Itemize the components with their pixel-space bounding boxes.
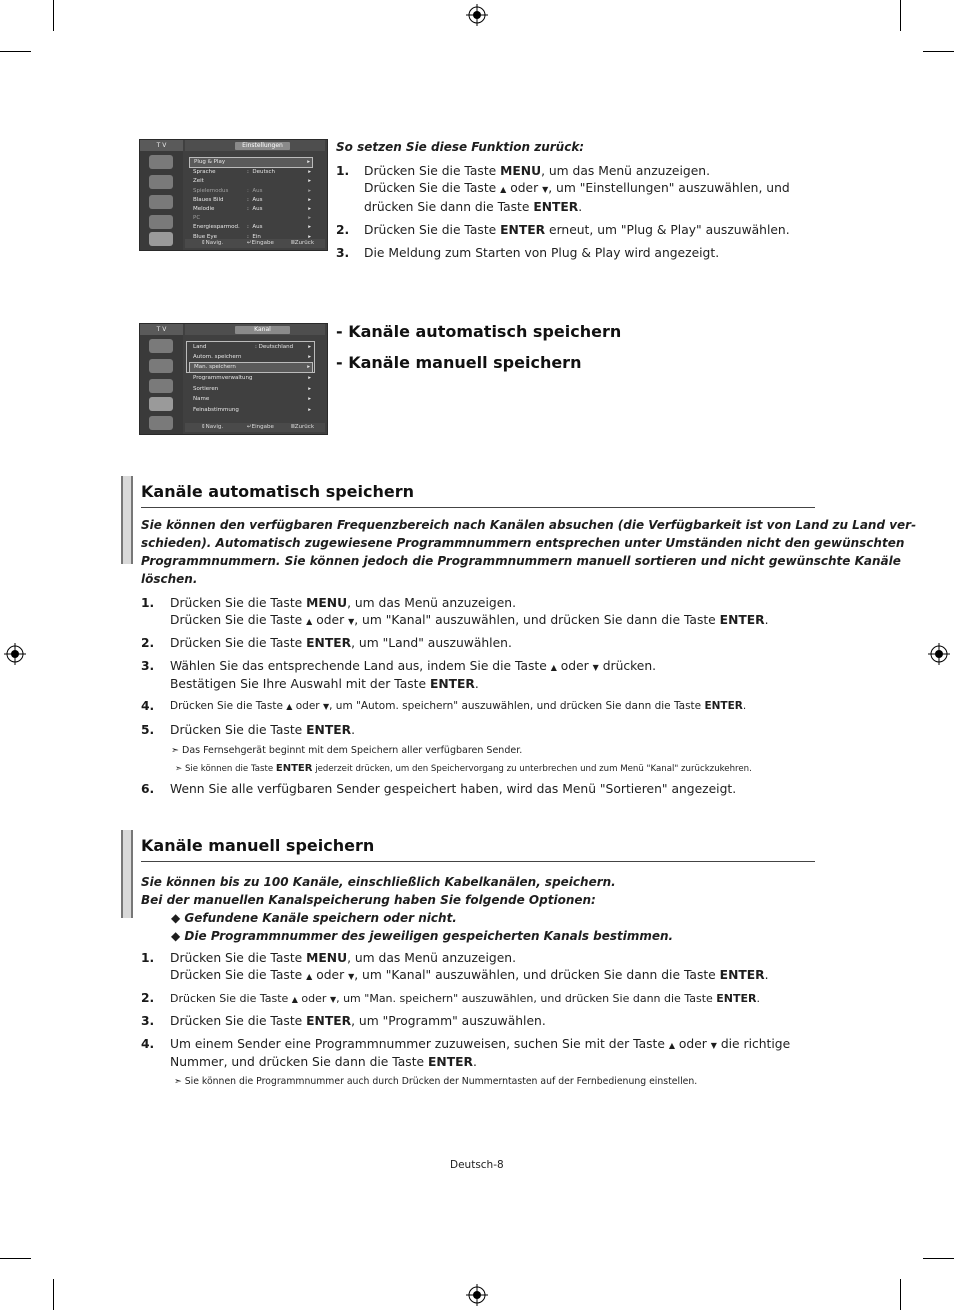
menu-title: Einstellungen — [235, 142, 290, 150]
arrow-right-icon: ▸ — [308, 196, 311, 203]
reset-step-1: Drücken Sie die Taste MENU, um das Menü anzuzeigen. Drücken Sie die Taste ▲ oder ▼, um "Einstellungen" auszuwählen, und drücken Sie dann die Taste ENTER. — [364, 164, 790, 214]
arrow-right-icon: ▸ — [308, 205, 311, 212]
step-number: 4. — [141, 1037, 155, 1051]
setup-icon — [149, 416, 173, 430]
manual-step-4: Um einem Sender eine Programmnummer zuzuweisen, suchen Sie mit der Taste ▲ oder ▼ die richtige Nummer, und drücken Sie dann die Taste ENTER. — [170, 1037, 791, 1070]
heading-auto-store: - Kanäle automatisch speichern — [336, 322, 622, 341]
step-number: 2. — [141, 636, 155, 650]
tv-label: T V — [140, 324, 183, 335]
step-number: 6. — [141, 782, 155, 796]
diamond-bullet-icon: ◆ — [171, 929, 181, 943]
arrow-right-icon: ▸ — [308, 187, 311, 194]
menu-row-label: Man. speichern — [194, 364, 236, 370]
nav-hint: ⇕ Navig. — [201, 424, 224, 430]
menu-row-label: Spielemodus — [193, 187, 229, 194]
tv-label: T V — [140, 140, 183, 151]
crop-mark — [900, 1279, 901, 1310]
arrow-right-icon: ▸ — [308, 406, 311, 413]
menu-row — [189, 352, 313, 362]
note-arrow-icon: ➣ — [174, 1076, 182, 1087]
menu-row — [189, 223, 313, 232]
menu-row-value: : Aus — [247, 205, 263, 212]
up-arrow-icon: ▲ — [550, 663, 557, 672]
auto-step-5: Drücken Sie die Taste ENTER. — [170, 723, 356, 737]
step-number: 3. — [336, 246, 350, 260]
menu-row — [189, 196, 313, 205]
down-arrow-icon: ▼ — [542, 185, 549, 195]
auto-note-2: ➣ Sie können die Taste ENTER jederzeit drücken, um den Speichervorgang zu unterbrechen und zum Menü "Kanal" zurückzukehren. — [175, 763, 752, 774]
down-arrow-icon: ▼ — [710, 1041, 717, 1050]
registration-mark-icon — [4, 643, 26, 665]
up-arrow-icon: ▲ — [306, 617, 313, 627]
note-arrow-icon: ➣ — [175, 764, 183, 774]
section-title-manual: Kanäle manuell speichern — [141, 836, 375, 855]
manual-intro: Sie können bis zu 100 Kanäle, einschließlich Kabelkanälen, speichern. Bei der manuellen Kanalspeicherung haben Sie folgende Optionen: ◆ Gefundene Kanäle speichern oder nicht. ◆ Die Programmnummer des jeweiligen gespeicherten Kanals bestimmen. — [141, 875, 674, 943]
menu-row — [189, 205, 313, 214]
arrow-right-icon: ▸ — [308, 178, 311, 185]
settings-menu-screenshot — [139, 139, 328, 251]
menu-row-label: Plug & Play — [194, 159, 226, 165]
menu-row-label: Blaues Bild — [193, 196, 224, 203]
enter-hint: ↵ Eingabe — [247, 424, 274, 430]
heading-manual-store: - Kanäle manuell speichern — [336, 353, 582, 372]
section-title-auto: Kanäle automatisch speichern — [141, 482, 415, 501]
menu-row — [189, 405, 313, 416]
menu-row-label: Land — [193, 344, 207, 350]
satellite-icon — [149, 397, 173, 411]
menu-row-value: : Aus — [247, 187, 263, 194]
step-number: 1. — [141, 951, 155, 965]
menu-row-label: Autom. speichern — [193, 354, 242, 360]
menu-row-value: : Ein — [247, 233, 261, 240]
menu-row-label: Zeit — [193, 178, 204, 185]
menu-row — [189, 177, 313, 186]
menu-row — [189, 214, 313, 223]
step-number: 3. — [141, 1014, 155, 1028]
menu-row — [189, 394, 313, 405]
auto-intro: Sie können den verfügbaren Frequenzbereich nach Kanälen absuchen (die Verfügbarkeit ist von Land zu Land ver- schieden). Automatisch zugewiesene Programmnummern entsprechen unter Umständen nicht den gewünschten Programmnummern. Sie können jedoch die Programmnummern manuell sortieren und nicht gewünschte Kanäle löschen. — [141, 518, 917, 586]
menu-row-label: Sprache — [193, 169, 216, 176]
arrow-right-icon: ▸ — [308, 396, 311, 402]
channel-menu-screenshot — [139, 323, 328, 435]
menu-row — [189, 373, 313, 384]
menu-list — [189, 342, 313, 415]
reset-heading: So setzen Sie diese Funktion zurück: — [336, 140, 585, 154]
reset-step-2: Drücken Sie die Taste ENTER erneut, um "Plug & Play" auszuwählen. — [364, 223, 790, 237]
arrow-right-icon: ▸ — [308, 344, 311, 350]
step-number: 1. — [336, 164, 350, 178]
menu-row-label: PC — [193, 215, 201, 222]
up-arrow-icon: ▲ — [291, 995, 298, 1004]
menu-row — [189, 157, 313, 168]
menu-row-label: Feinabstimmung — [193, 406, 239, 413]
step-number: 4. — [141, 699, 155, 713]
crop-mark — [900, 0, 901, 31]
arrow-right-icon: ▸ — [308, 354, 311, 360]
back-hint: Ⅲ Zurück — [291, 424, 315, 430]
down-arrow-icon: ▼ — [329, 995, 337, 1004]
section-rule — [141, 507, 815, 508]
auto-step-4: Drücken Sie die Taste ▲ oder ▼, um "Autom. speichern" auszuwählen, und drücken Sie dann die Taste ENTER. — [170, 700, 747, 712]
manual-step-2: Drücken Sie die Taste ▲ oder ▼, um "Man. speichern" auszuwählen, und drücken Sie dann die Taste ENTER. — [170, 992, 760, 1005]
arrow-right-icon: ▸ — [308, 375, 311, 381]
menu-row-value: : Aus — [247, 196, 263, 203]
manual-step-1: Drücken Sie die Taste MENU, um das Menü anzuzeigen. Drücken Sie die Taste ▲ oder ▼, um "Kanal" auszuwählen, und drücken Sie dann die Taste ENTER. — [170, 951, 769, 983]
nav-hint: ⇕ Navig. — [201, 240, 224, 246]
arrow-right-icon: ▸ — [308, 169, 311, 176]
down-arrow-icon: ▼ — [348, 972, 355, 982]
menu-row-label: Energiesparmod. — [193, 224, 240, 231]
menu-row-label: Programmverwaltung — [193, 375, 253, 381]
menu-row — [189, 384, 313, 395]
arrow-right-icon: ▸ — [307, 159, 310, 165]
crop-mark — [53, 1279, 54, 1310]
setup-icon — [149, 232, 173, 246]
arrow-right-icon: ▸ — [308, 215, 311, 222]
satellite-icon — [149, 215, 173, 229]
step-number: 2. — [141, 991, 155, 1005]
down-arrow-icon: ▼ — [348, 617, 355, 627]
down-arrow-icon: ▼ — [322, 702, 330, 711]
step-number: 1. — [141, 596, 155, 610]
manual-note-1: ➣ Sie können die Programmnummer auch durch Drücken der Nummerntasten auf der Fernbedienung einstellen. — [174, 1076, 698, 1087]
menu-row-value: : Deutschland — [255, 344, 294, 350]
step-number: 5. — [141, 723, 155, 737]
menu-row — [189, 168, 313, 177]
auto-step-2: Drücken Sie die Taste ENTER, um "Land" auszuwählen. — [170, 636, 512, 650]
menu-row-label: Melodie — [193, 205, 215, 212]
channel-icon — [149, 379, 173, 393]
menu-title: Kanal — [235, 326, 290, 334]
manual-step-3: Drücken Sie die Taste ENTER, um "Programm" auszuwählen. — [170, 1014, 546, 1028]
arrow-right-icon: ▸ — [307, 364, 310, 370]
channel-icon — [149, 195, 173, 209]
section-marker — [121, 830, 133, 918]
reset-step-3: Die Meldung zum Starten von Plug & Play wird angezeigt. — [364, 246, 720, 260]
menu-row — [189, 187, 313, 196]
menu-list — [189, 157, 313, 242]
diamond-bullet-icon: ◆ — [171, 911, 181, 925]
up-arrow-icon: ▲ — [668, 1041, 675, 1050]
sound-icon — [149, 175, 173, 189]
registration-mark-icon — [466, 4, 488, 26]
section-rule — [141, 861, 815, 862]
crop-mark — [0, 1258, 31, 1259]
step-number: 2. — [336, 223, 350, 237]
picture-icon — [149, 155, 173, 169]
registration-mark-icon — [466, 1284, 488, 1306]
up-arrow-icon: ▲ — [286, 702, 293, 711]
note-arrow-icon: ➣ — [171, 745, 179, 756]
sound-icon — [149, 359, 173, 373]
crop-mark — [53, 0, 54, 31]
auto-step-1: Drücken Sie die Taste MENU, um das Menü anzuzeigen. Drücken Sie die Taste ▲ oder ▼, um "Kanal" auszuwählen, und drücken Sie dann die Taste ENTER. — [170, 596, 769, 628]
crop-mark — [923, 51, 954, 52]
registration-mark-icon — [928, 643, 950, 665]
up-arrow-icon: ▲ — [500, 185, 507, 195]
crop-mark — [923, 1258, 954, 1259]
arrow-right-icon: ▸ — [308, 385, 311, 392]
menu-row-value: : Deutsch — [247, 169, 275, 176]
menu-row-label: Blue Eye — [193, 233, 218, 240]
menu-footer — [185, 239, 325, 248]
down-arrow-icon: ▼ — [592, 663, 599, 672]
arrow-right-icon: ▸ — [308, 233, 311, 240]
menu-row-label: Sortieren — [193, 385, 219, 392]
menu-row — [189, 362, 313, 373]
picture-icon — [149, 339, 173, 353]
back-hint: Ⅲ Zurück — [291, 240, 315, 246]
auto-step-6: Wenn Sie alle verfügbaren Sender gespeichert haben, wird das Menü "Sortieren" angezeigt. — [170, 782, 737, 796]
enter-hint: ↵ Eingabe — [247, 240, 274, 246]
auto-step-3: Wählen Sie das entsprechende Land aus, indem Sie die Taste ▲ oder ▼ drücken. Bestätigen Sie Ihre Auswahl mit der Taste ENTER. — [170, 659, 657, 692]
crop-mark — [0, 51, 31, 52]
arrow-right-icon: ▸ — [308, 224, 311, 231]
menu-row-value: : Aus — [247, 224, 263, 231]
page-number: Deutsch-8 — [450, 1159, 504, 1171]
up-arrow-icon: ▲ — [306, 972, 313, 982]
section-marker — [121, 476, 133, 564]
menu-row-label: Name — [193, 396, 210, 402]
menu-footer — [185, 423, 325, 432]
step-number: 3. — [141, 659, 155, 673]
auto-note-1: ➣ Das Fernsehgerät beginnt mit dem Speichern aller verfügbaren Sender. — [171, 745, 523, 756]
menu-row — [189, 342, 313, 352]
